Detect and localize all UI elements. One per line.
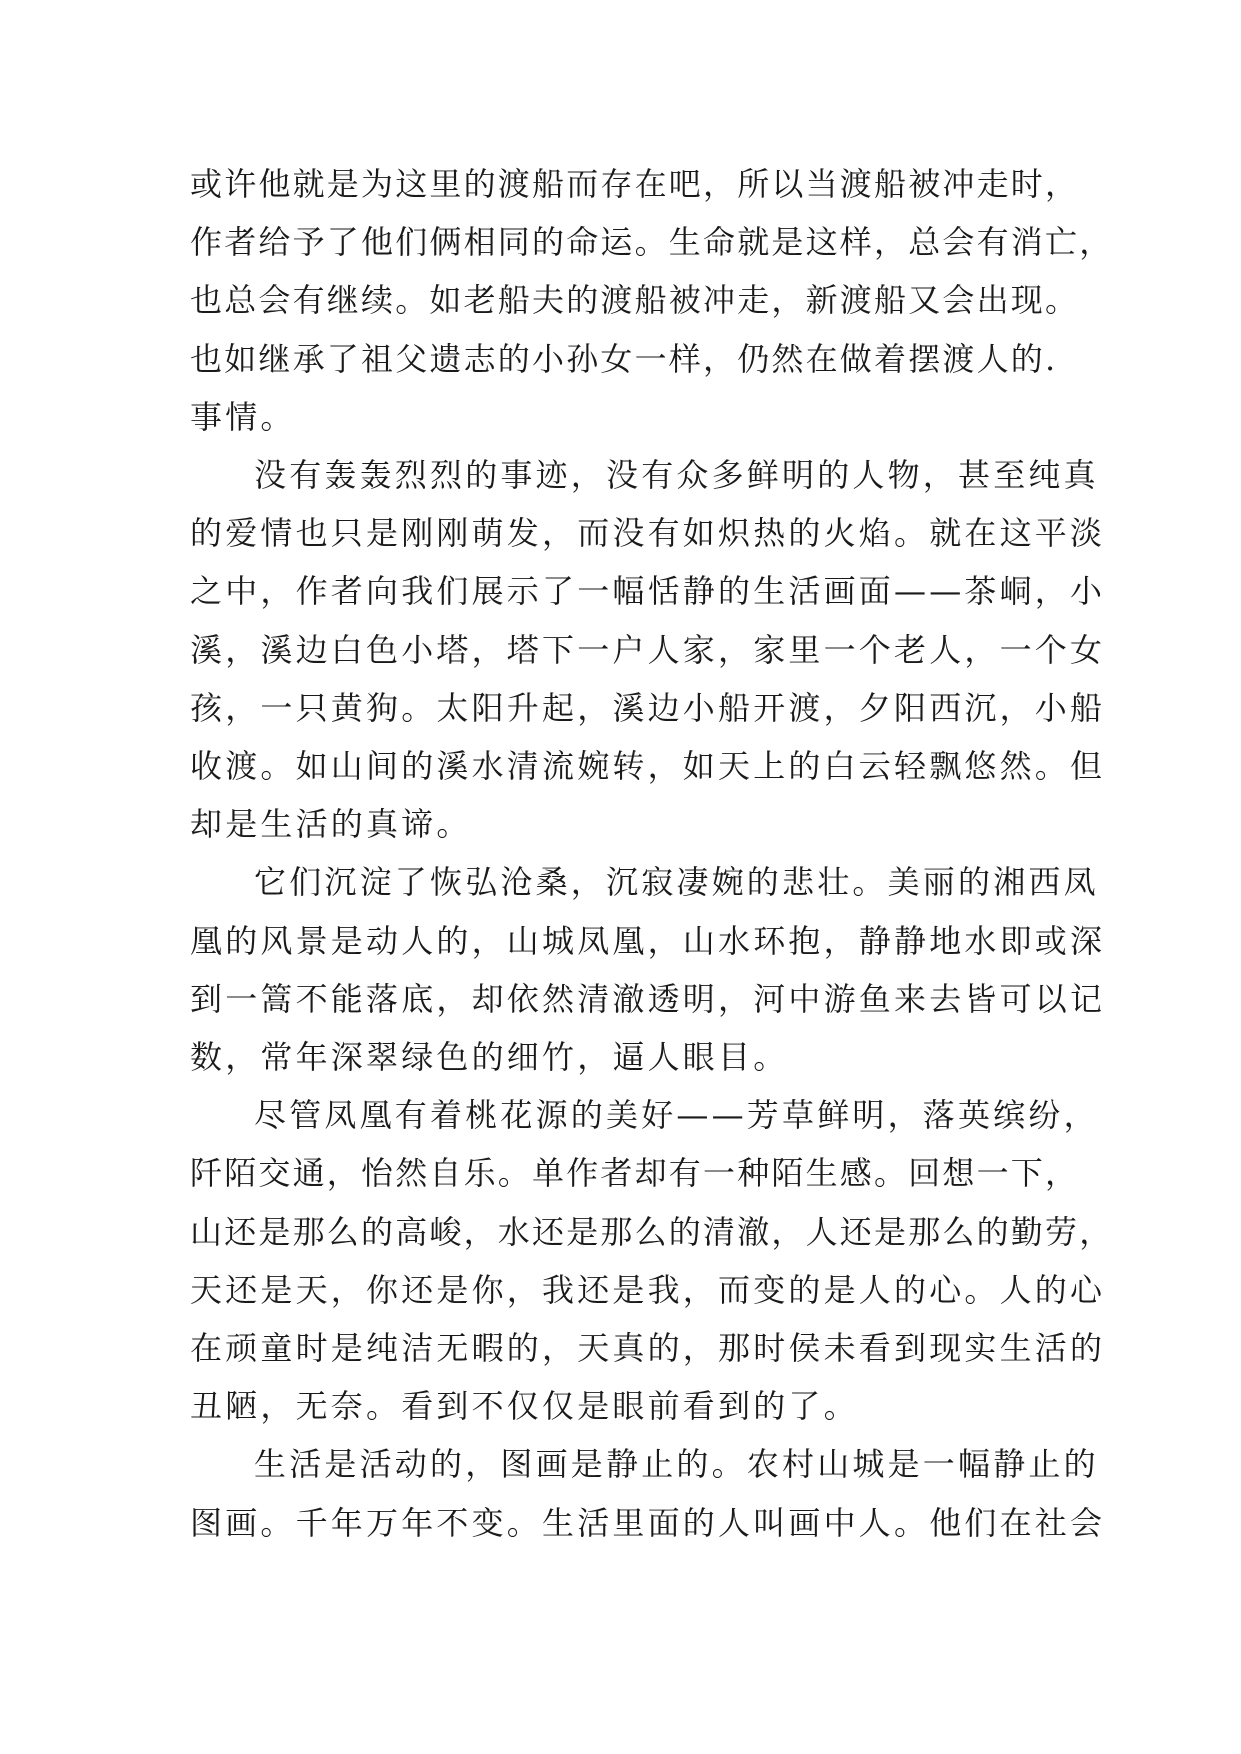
paragraph-3 — [190, 853, 1106, 1086]
text-line: 丑陋，无奈。看到不仅仅是眼前看到的了。 — [190, 1387, 859, 1426]
text-line: 孩，一只黄狗。太阳升起，溪边小船开渡，夕阳西沉，小船 — [190, 688, 1106, 727]
text-line: 到一篙不能落底，却依然清澈透明，河中游鱼来去皆可以记 — [190, 979, 1106, 1018]
text-line: 收渡。如山间的溪水清流婉转，如天上的白云轻飘悠然。但 — [190, 747, 1106, 786]
paragraph-2 — [190, 446, 1106, 853]
text-line: 生活是活动的，图画是静止的。农村山城是一幅静止的 — [254, 1445, 1099, 1484]
text-line: 天还是天，你还是你，我还是我，而变的是人的心。人的心 — [190, 1270, 1106, 1309]
body-text — [190, 155, 1114, 1552]
text-line: 图画。千年万年不变。生活里面的人叫画中人。他们在社会 — [190, 1503, 1106, 1542]
text-line: 在顽童时是纯洁无暇的，天真的，那时侯未看到现实生活的 — [190, 1329, 1106, 1368]
text-line: 阡陌交通，怡然自乐。单作者却有一种陌生感。回想一下， — [190, 1154, 1080, 1193]
text-line: 尽管凤凰有着桃花源的美好——芳草鲜明，落英缤纷， — [254, 1096, 1099, 1135]
text-line: 的爱情也只是刚刚萌发，而没有如炽热的火焰。就在这平淡 — [190, 514, 1106, 553]
text-line: 或许他就是为这里的渡船而存在吧，所以当渡船被冲走时， — [190, 165, 1080, 203]
text-line: 溪，溪边白色小塔，塔下一户人家，家里一个老人，一个女 — [190, 630, 1106, 669]
text-line: 作者给予了他们俩相同的命运。生命就是这样，总会有消亡， — [190, 223, 1114, 262]
paragraph-1 — [190, 155, 1114, 446]
text-line: 却是生活的真谛。 — [190, 805, 472, 844]
text-line: 数，常年深翠绿色的细竹，逼人眼目。 — [190, 1038, 789, 1077]
paragraph-5 — [190, 1435, 1106, 1551]
text-line: 之中，作者向我们展示了一幅恬静的生活画面——茶峒，小 — [190, 572, 1106, 611]
text-line: 凰的风景是动人的，山城凤凰，山水环抱，静静地水即或深 — [190, 921, 1106, 960]
text-line: 也总会有继续。如老船夫的渡船被冲走，新渡船又会出现。 — [190, 281, 1080, 320]
text-line: 没有轰轰烈烈的事迹，没有众多鲜明的人物，甚至纯真 — [254, 456, 1099, 495]
paragraph-4 — [190, 1086, 1114, 1435]
text-line: 它们沉淀了恢弘沧桑，沉寂凄婉的悲壮。美丽的湘西凤 — [254, 863, 1099, 902]
text-line: 也如继承了祖父遗志的小孙女一样，仍然在做着摆渡人的. — [190, 339, 1058, 378]
text-line: 山还是那么的高峻，水还是那么的清澈，人还是那么的勤劳， — [190, 1212, 1114, 1251]
text-line: 事情。 — [190, 397, 296, 436]
